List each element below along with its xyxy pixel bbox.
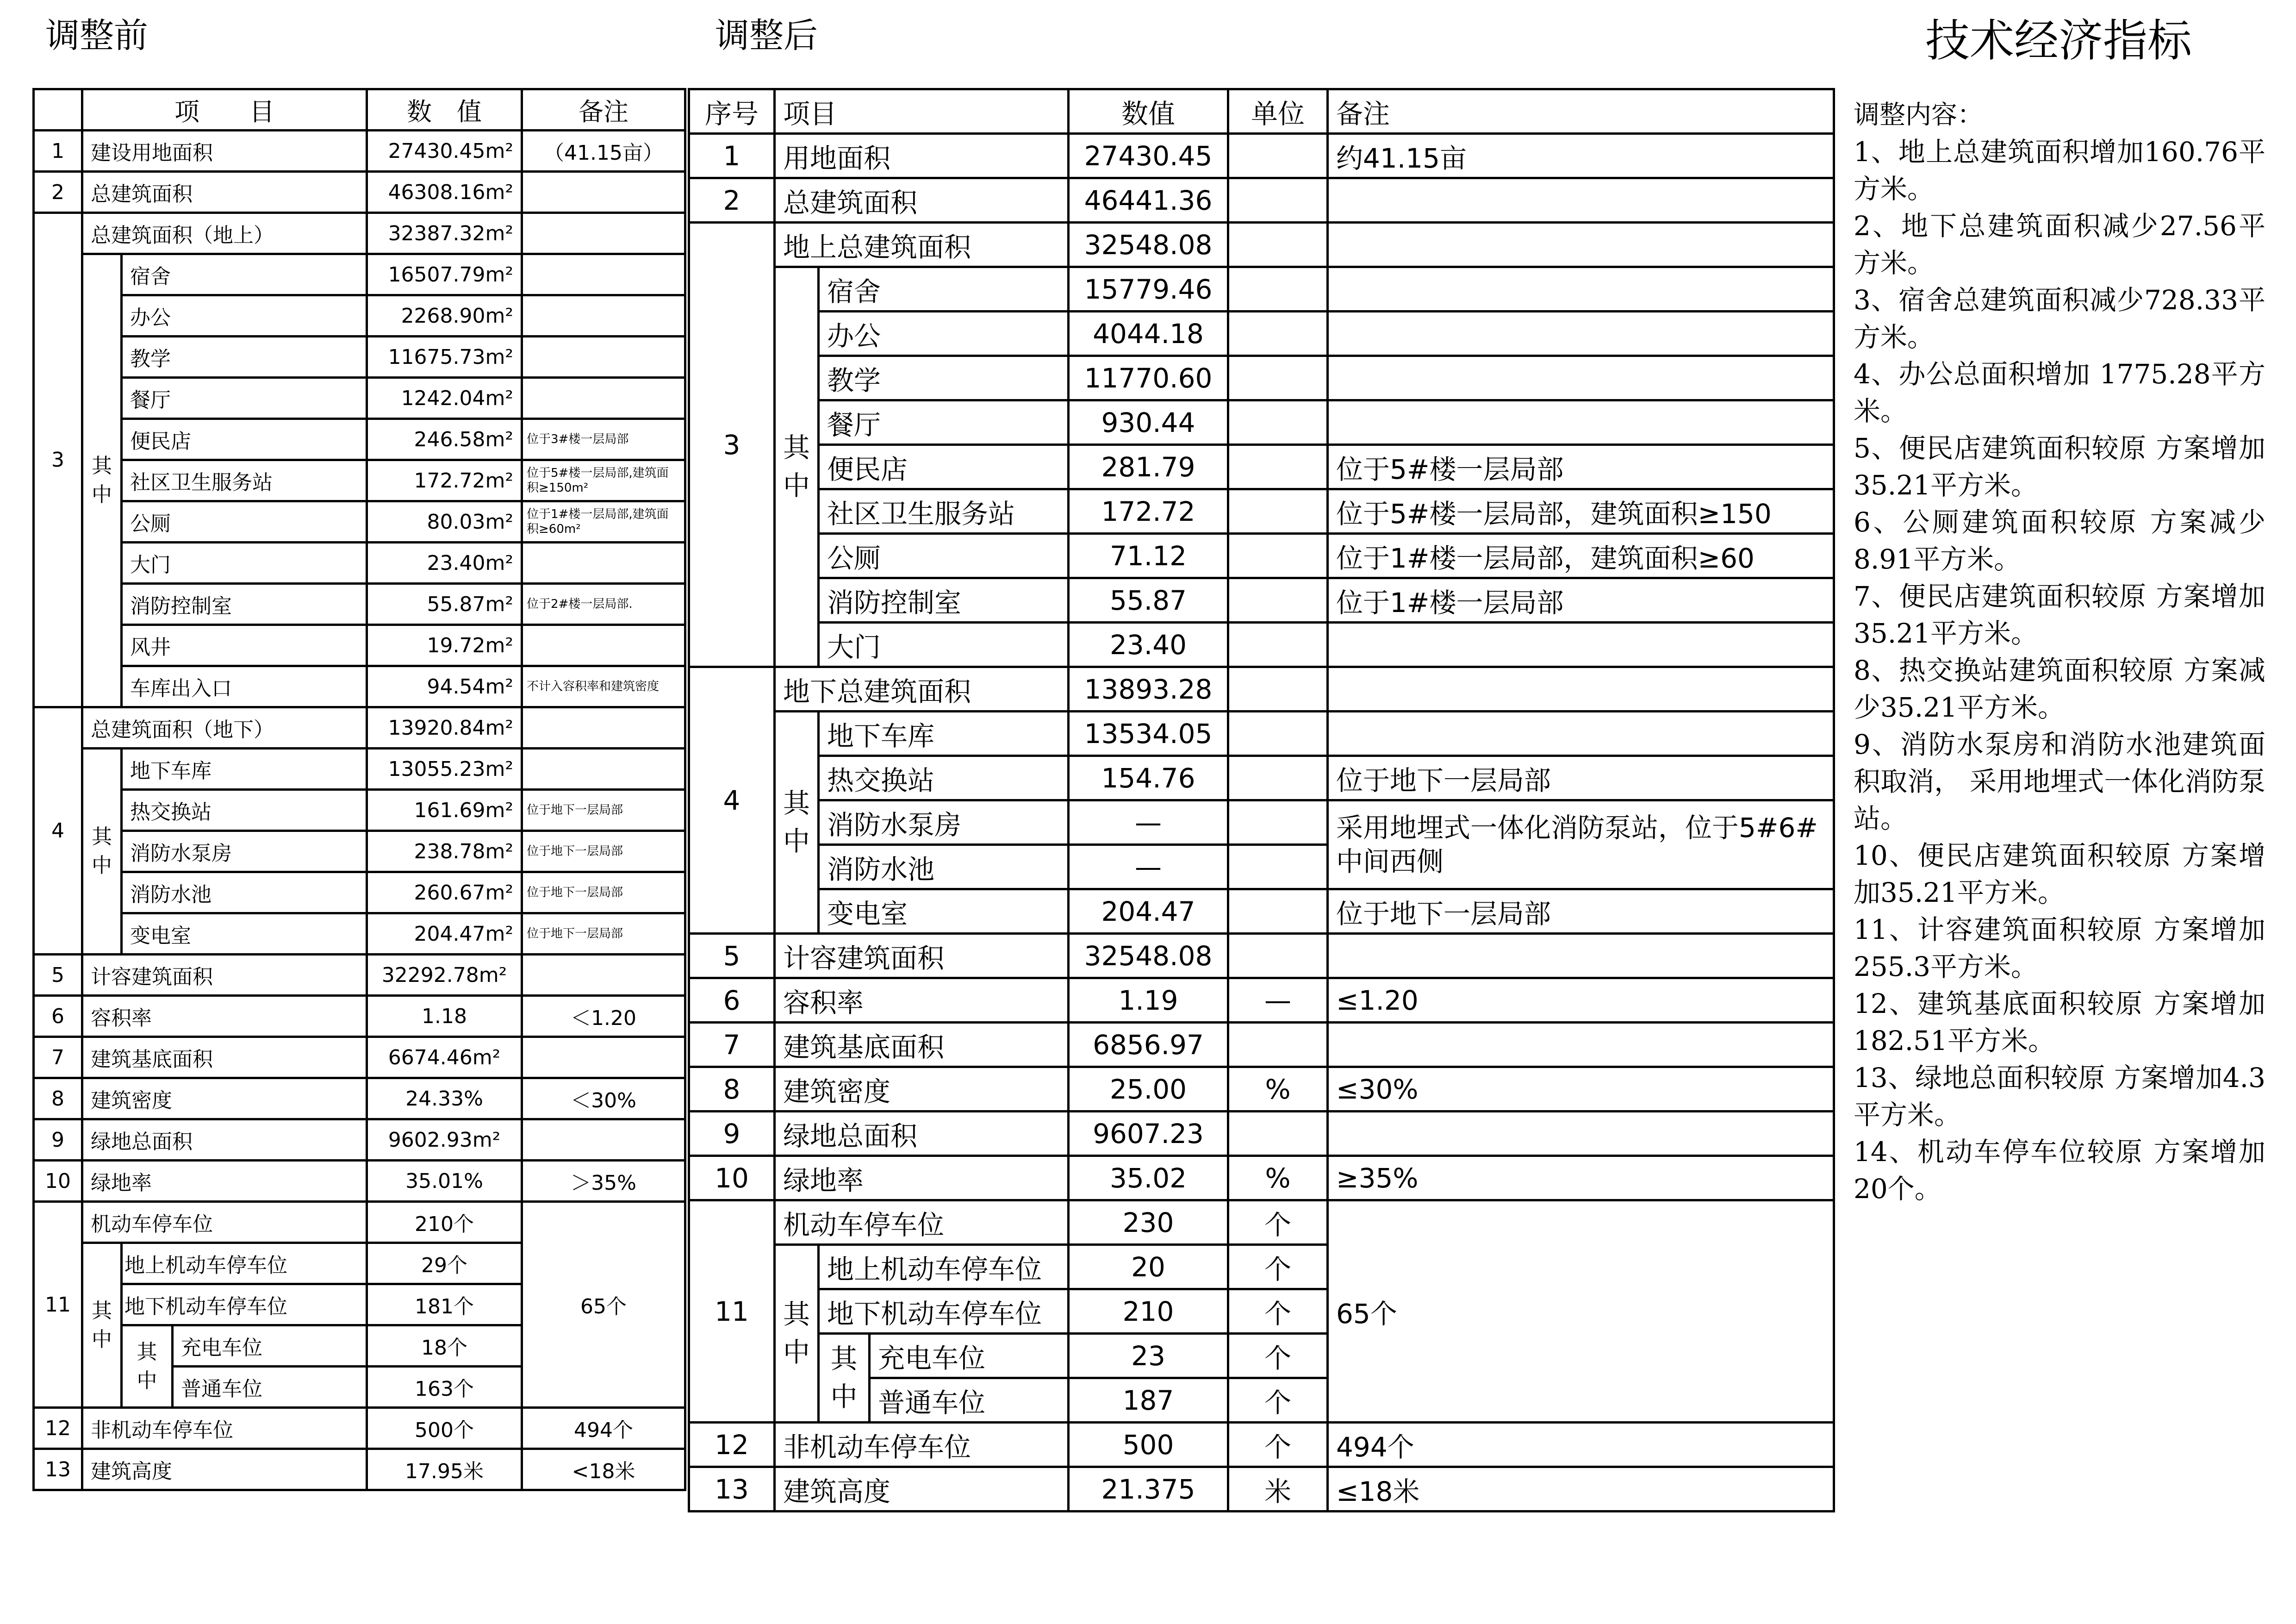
table-row: 其 中 充电车位 23 个 bbox=[689, 1334, 1834, 1378]
table-row: 8 建筑密度 25.00 % ≤30% bbox=[689, 1067, 1834, 1112]
table-row: 便民店 246.58m² 位于3#楼一层局部 bbox=[34, 419, 685, 460]
table-row: 变电室 204.47 位于地下一层局部 bbox=[689, 889, 1834, 934]
table-header-row bbox=[34, 89, 685, 131]
table-row: 12 非机动车停车位 500 个 494个 bbox=[689, 1423, 1834, 1467]
table-row: 普通车位 187 个 bbox=[689, 1378, 1834, 1423]
table-row: 10 绿地率 35.02 % ≥35% bbox=[689, 1156, 1834, 1200]
qizhong-label: 其 中 bbox=[775, 1245, 819, 1423]
table-row: 其 中 宿舍 16507.79m² bbox=[34, 254, 685, 295]
notes-title: 调整内容： bbox=[1854, 100, 1983, 130]
table-row: 办公 2268.90m² bbox=[34, 295, 685, 337]
new-indicator-table bbox=[688, 88, 1835, 1512]
note-item: 14、机动车停车位较原 方案增加20个。 bbox=[1854, 1136, 2265, 1205]
table-row: 1 用地面积 27430.45 约41.15亩 bbox=[689, 134, 1834, 178]
table-row: 1 建设用地面积 27430.45m² （41.15亩） bbox=[34, 131, 685, 172]
table-row: 4 总建筑面积（地下） 13920.84m² bbox=[34, 707, 685, 749]
table-row: 11 机动车停车位 210个 65个 bbox=[34, 1202, 685, 1243]
col-header-item: 项目 bbox=[775, 89, 1069, 134]
table-row: 办公 4044.18 bbox=[689, 312, 1834, 356]
table-row: 11 机动车停车位 230 个 65个 bbox=[689, 1200, 1834, 1245]
table-row: 2 总建筑面积 46441.36 bbox=[689, 178, 1834, 223]
table-row: 6 容积率 1.18 ＜1.20 bbox=[34, 996, 685, 1037]
table-row: 2 总建筑面积 46308.16m² bbox=[34, 172, 685, 213]
table-row: 其 中 地下车库 13534.05 bbox=[689, 712, 1834, 756]
table-row: 热交换站 154.76 位于地下一层局部 bbox=[689, 756, 1834, 800]
table-row: 7 建筑基底面积 6856.97 bbox=[689, 1023, 1834, 1067]
table-row: 普通车位 163个 bbox=[34, 1367, 685, 1408]
qizhong-label: 其 中 bbox=[82, 1243, 122, 1408]
table-row: 消防水池 — bbox=[689, 845, 1834, 889]
table-row: 13 建筑高度 21.375 米 ≤18米 bbox=[689, 1467, 1834, 1512]
qizhong-label: 其 中 bbox=[775, 712, 819, 934]
table-row: 变电室 204.47m² 位于地下一层局部 bbox=[34, 913, 685, 955]
table-row: 8 建筑密度 24.33% ＜30% bbox=[34, 1078, 685, 1119]
after-header: 调整后 bbox=[715, 16, 818, 56]
note-item: 4、办公总面积增加 1775.28平方米。 bbox=[1854, 358, 2265, 427]
table-row: 其 中 地上机动车停车位 29个 bbox=[34, 1243, 685, 1284]
col-header-item: 项 目 bbox=[82, 89, 367, 131]
note-item: 12、建筑基底面积较原 方案增加182.51平方米。 bbox=[1854, 988, 2265, 1057]
qizhong-label: 其 中 bbox=[82, 254, 122, 707]
table-row: 地下机动车停车位 210 个 bbox=[689, 1289, 1834, 1334]
table-row: 餐厅 1242.04m² bbox=[34, 378, 685, 419]
page-title: 技术经济指标 bbox=[1925, 15, 2192, 67]
qizhong-label: 其 中 bbox=[82, 749, 122, 955]
table-row: 地下机动车停车位 181个 bbox=[34, 1284, 685, 1325]
table-row: 公厕 80.03m² 位于1#楼一层局部,建筑面积≥60m² bbox=[34, 501, 685, 543]
qizhong-label: 其 中 bbox=[122, 1325, 173, 1408]
note-item: 6、公厕建筑面积较原 方案减少8.91平方米。 bbox=[1854, 506, 2265, 575]
table-header-row bbox=[689, 89, 1834, 134]
table-row: 其 中 地下车库 13055.23m² bbox=[34, 749, 685, 790]
table-row: 其 中 地上机动车停车位 20 个 bbox=[689, 1245, 1834, 1289]
col-header-value: 数 值 bbox=[367, 89, 522, 131]
note-item: 7、便民店建筑面积较原 方案增加35.21平方米。 bbox=[1854, 581, 2265, 650]
col-header-note: 备注 bbox=[522, 89, 685, 131]
table-row: 10 绿地率 35.01% ＞35% bbox=[34, 1161, 685, 1202]
table-row: 大门 23.40 bbox=[689, 623, 1834, 667]
qizhong-label: 其 中 bbox=[819, 1334, 870, 1423]
table-row: 车库出入口 94.54m² 不计入容积率和建筑密度 bbox=[34, 666, 685, 707]
table-row: 消防水泵房 — 采用地埋式一体化消防泵站，位于5#6#中间西侧 bbox=[689, 800, 1834, 845]
table-row: 6 容积率 1.19 — ≤1.20 bbox=[689, 978, 1834, 1023]
table-row: 12 非机动车停车位 500个 494个 bbox=[34, 1408, 685, 1449]
col-header-no: 序号 bbox=[689, 89, 775, 134]
table-row: 其 中 充电车位 18个 bbox=[34, 1325, 685, 1367]
note-item: 10、便民店建筑面积较原 方案增加35.21平方米。 bbox=[1854, 840, 2265, 909]
qizhong-label: 其 中 bbox=[775, 267, 819, 667]
table-row: 社区卫生服务站 172.72m² 位于5#楼一层局部,建筑面积≥150m² bbox=[34, 460, 685, 501]
table-row: 消防水泵房 238.78m² 位于地下一层局部 bbox=[34, 831, 685, 872]
note-item: 3、宿舍总建筑面积减少728.33平方米。 bbox=[1854, 284, 2265, 353]
table-row: 9 绿地总面积 9602.93m² bbox=[34, 1119, 685, 1161]
note-item: 5、便民店建筑面积较原 方案增加35.21平方米。 bbox=[1854, 432, 2265, 501]
table-row: 9 绿地总面积 9607.23 bbox=[689, 1112, 1834, 1156]
old-indicator-table bbox=[32, 88, 686, 1491]
note-item: 13、绿地总面积较原 方案增加4.3平方米。 bbox=[1854, 1062, 2265, 1131]
note-item: 9、消防水泵房和消防水池建筑面积取消， 采用地埋式一体化消防泵站。 bbox=[1854, 729, 2265, 835]
table-row: 消防水池 260.67m² 位于地下一层局部 bbox=[34, 872, 685, 913]
table-row: 3 地上总建筑面积 32548.08 bbox=[689, 223, 1834, 267]
table-row: 社区卫生服务站 172.72 位于5#楼一层局部，建筑面积≥150 bbox=[689, 489, 1834, 534]
table-row: 教学 11675.73m² bbox=[34, 337, 685, 378]
col-header-note: 备注 bbox=[1328, 89, 1834, 134]
table-row: 教学 11770.60 bbox=[689, 356, 1834, 400]
note-item: 11、计容建筑面积较原 方案增加255.3平方米。 bbox=[1854, 914, 2265, 983]
table-row: 公厕 71.12 位于1#楼一层局部，建筑面积≥60 bbox=[689, 534, 1834, 578]
table-row: 4 地下总建筑面积 13893.28 bbox=[689, 667, 1834, 712]
table-row: 13 建筑高度 17.95米 <18米 bbox=[34, 1449, 685, 1490]
note-item: 2、地下总建筑面积减少27.56平方米。 bbox=[1854, 210, 2265, 279]
table-row: 热交换站 161.69m² 位于地下一层局部 bbox=[34, 790, 685, 831]
table-row: 消防控制室 55.87m² 位于2#楼一层局部. bbox=[34, 584, 685, 625]
table-row: 便民店 281.79 位于5#楼一层局部 bbox=[689, 445, 1834, 489]
table-row: 餐厅 930.44 bbox=[689, 400, 1834, 445]
table-row: 消防控制室 55.87 位于1#楼一层局部 bbox=[689, 578, 1834, 623]
note-item: 8、热交换站建筑面积较原 方案减少35.21平方米。 bbox=[1854, 655, 2265, 724]
col-header-unit: 单位 bbox=[1228, 89, 1328, 134]
col-header-value: 数值 bbox=[1069, 89, 1228, 134]
table-row: 大门 23.40m² bbox=[34, 543, 685, 584]
adjustment-notes bbox=[1854, 100, 2265, 1207]
table-row: 其 中 宿舍 15779.46 bbox=[689, 267, 1834, 312]
table-row: 5 计容建筑面积 32548.08 bbox=[689, 934, 1834, 978]
before-header: 调整前 bbox=[45, 16, 148, 56]
table-row: 3 总建筑面积（地上） 32387.32m² bbox=[34, 213, 685, 254]
table-row: 风井 19.72m² bbox=[34, 625, 685, 666]
note-item: 1、地上总建筑面积增加160.76平方米。 bbox=[1854, 136, 2265, 205]
table-row: 7 建筑基底面积 6674.46m² bbox=[34, 1037, 685, 1078]
table-row: 5 计容建筑面积 32292.78m² bbox=[34, 955, 685, 996]
